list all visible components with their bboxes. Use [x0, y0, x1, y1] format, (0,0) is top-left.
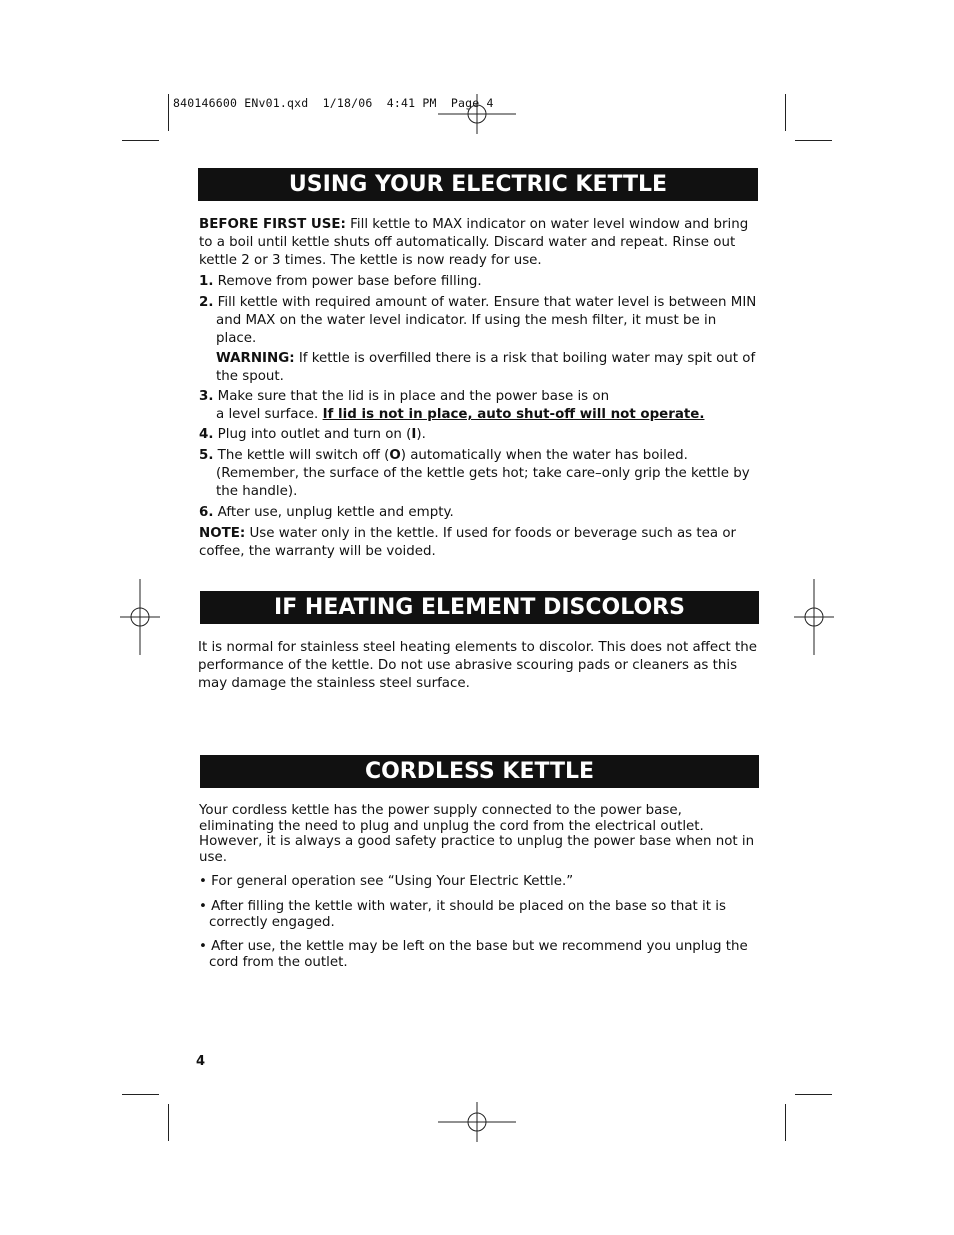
crop-mark-top-right-v: [785, 94, 786, 131]
step-5: 5. The kettle will switch off (O) automatically when the water has boiled. (Remember, the surface of the kettle gets hot; take care–only grip the kettle by the handle).: [199, 448, 750, 499]
section-heading-heating-element: IF HEATING ELEMENT DISCOLORS: [200, 591, 759, 624]
crop-mark-bottom-left-h: [122, 1094, 159, 1095]
crop-mark-top-left-v: [168, 94, 169, 131]
file-slug: 840146600 ENv01.qxd 1/18/06 4:41 PM Page 4: [173, 96, 494, 110]
page-number: 4: [196, 1054, 206, 1069]
heating-element-paragraph: It is normal for stainless steel heating elements to discolor. This does not affect the performance of the kettle. Do not use abrasive scouring pads or cleaners as this may damage the stainless steel surface.: [198, 640, 757, 691]
step-1: 1. Remove from power base before filling.: [199, 274, 482, 289]
step-4: 4. Plug into outlet and turn on (I).: [199, 427, 426, 442]
registration-mark-bottom-icon: [438, 1102, 516, 1142]
registration-mark-left-icon: [120, 579, 160, 655]
section-heading-using-kettle: USING YOUR ELECTRIC KETTLE: [198, 168, 758, 201]
crop-mark-bottom-left-v: [168, 1104, 169, 1141]
cordless-bullet-2: • After filling the kettle with water, it should be placed on the base so that it is correctly engaged.: [199, 898, 726, 930]
crop-mark-top-right-h: [795, 140, 832, 141]
registration-mark-right-icon: [794, 579, 834, 655]
auto-shutoff-warning: If lid is not in place, auto shut-off will not operate.: [322, 407, 705, 422]
section-body-using-kettle: [199, 216, 759, 561]
crop-mark-bottom-right-v: [785, 1104, 786, 1141]
cordless-bullet-3: • After use, the kettle may be left on the base but we recommend you unplug the cord from the outlet.: [199, 939, 748, 970]
step-3: 3. Make sure that the lid is in place and the power base is on a level surface. If lid is not in place, auto shut-off will not operate.: [199, 389, 705, 422]
step-6: 6. After use, unplug kettle and empty.: [199, 505, 454, 520]
note-paragraph: NOTE: Use water only in the kettle. If used for foods or beverage such as tea or coffee, the warranty will be voided.: [199, 526, 737, 559]
before-first-use-paragraph: BEFORE FIRST USE: Fill kettle to MAX indicator on water level window and bring to a boil until kettle shuts off automatically. Discard water and repeat. Rinse out kettle 2 or 3 times. The kettle is now ready for use.: [199, 217, 749, 268]
warning-paragraph: WARNING: If kettle is overfilled there is a risk that boiling water may spit out of the spout.: [216, 351, 756, 384]
crop-mark-bottom-right-h: [795, 1094, 832, 1095]
cordless-bullet-1: • For general operation see “Using Your Electric Kettle.”: [199, 874, 574, 890]
step-2: 2. Fill kettle with required amount of water. Ensure that water level is between MIN and MAX on the water level indicator. If using the mesh filter, it must be in place.: [199, 295, 757, 346]
cordless-intro-paragraph: Your cordless kettle has the power supply connected to the power base, eliminating the need to plug and unplug the cord from the electrical outlet. However, it is always a good safety practice to unplug the power base when not in use.: [199, 803, 755, 865]
crop-mark-top-left-h: [122, 140, 159, 141]
section-body-cordless-kettle: [199, 803, 761, 970]
section-heading-cordless-kettle: CORDLESS KETTLE: [200, 755, 759, 788]
registration-mark-top-icon: [438, 94, 516, 134]
